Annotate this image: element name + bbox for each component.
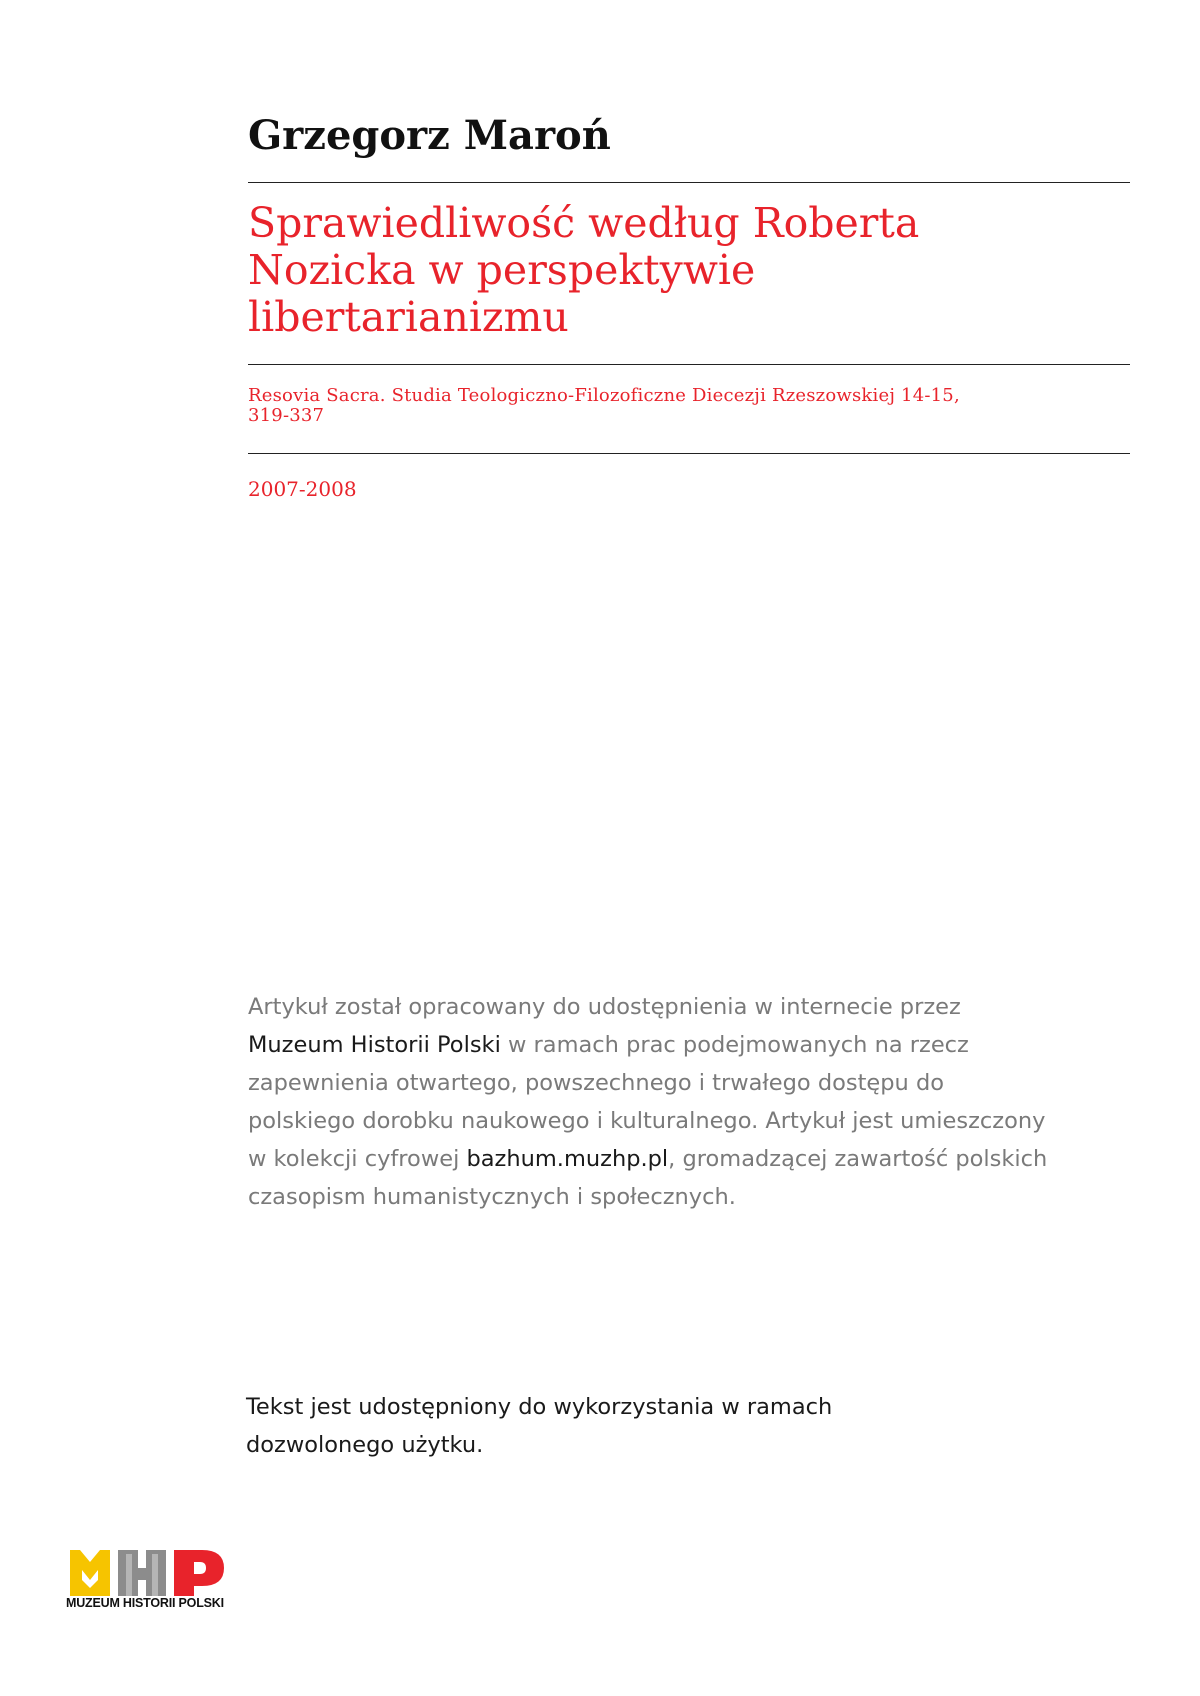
museum-link[interactable]: Muzeum Historii Polski [248, 1032, 501, 1058]
bazhum-link[interactable]: bazhum.muzhp.pl [466, 1146, 669, 1172]
availability-notice [248, 988, 1130, 1216]
notice-line [248, 1026, 1130, 1064]
notice-text: w ramach prac podejmowanych na rzecz [500, 1032, 969, 1058]
article-title [248, 200, 1130, 341]
title-line: Nozicka w perspektywie [248, 246, 756, 294]
journal-citation [248, 386, 1130, 426]
journal-line: Resovia Sacra. Studia Teologiczno-Filozoficzne Diecezji Rzeszowskiej 14-15, [248, 385, 960, 406]
license-line: dozwolonego użytku. [246, 1432, 484, 1458]
divider [248, 182, 1130, 183]
divider [248, 453, 1130, 454]
notice-line [248, 1140, 1130, 1178]
title-line: Sprawiedliwość według Roberta [248, 199, 920, 247]
notice-line: polskiego dorobku naukowego i kulturalnego. Artykuł jest umieszczony [248, 1108, 1046, 1134]
logo-caption: MUZEUM HISTORII POLSKI [66, 1596, 224, 1610]
journal-line: 319-337 [248, 405, 325, 426]
notice-line: Artykuł został opracowany do udostępnienia w internecie przez [248, 994, 961, 1020]
title-line: libertarianizmu [248, 293, 569, 341]
notice-line: zapewnienia otwartego, powszechnego i trwałego dostępu do [248, 1070, 945, 1096]
publication-year: 2007-2008 [248, 477, 357, 501]
license-line: Tekst jest udostępniony do wykorzystania w ramach [246, 1394, 833, 1420]
notice-text: , gromadzącej zawartość polskich [668, 1146, 1048, 1172]
divider [248, 364, 1130, 365]
notice-line: czasopism humanistycznych i społecznych. [248, 1184, 736, 1210]
notice-text: w kolekcji cyfrowej [248, 1146, 467, 1172]
license-notice [246, 1388, 1128, 1464]
author-name: Grzegorz Maroń [248, 112, 611, 159]
